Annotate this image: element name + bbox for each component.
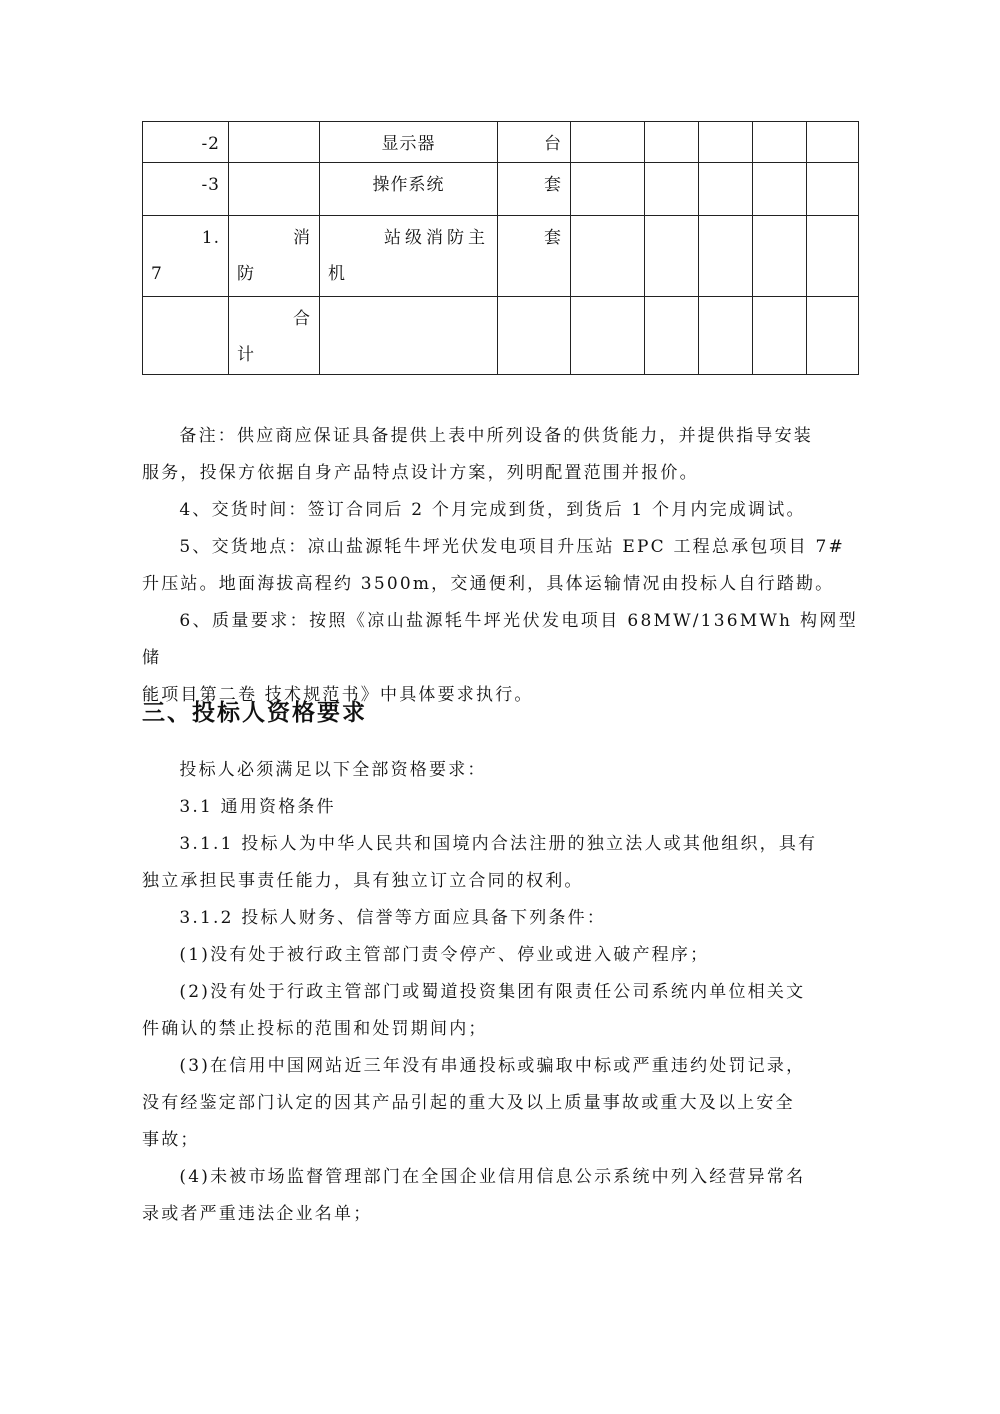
general-qualification-heading: 3.1 通用资格条件 [179, 797, 336, 817]
delivery-location-line2: 升压站。地面海拔高程约 3500m，交通便利，具体运输情况由投标人自行踏勘。 [142, 574, 835, 594]
row-category [229, 122, 319, 132]
empty-cell [807, 122, 859, 163]
empty-cell [645, 163, 699, 216]
condition-3-line3: 事故； [142, 1130, 200, 1150]
condition-3-line1: (3)在信用中国网站近三年没有串通投标或骗取中标或严重违约处罚记录， [179, 1056, 806, 1076]
empty-cell [699, 163, 753, 216]
empty-cell [699, 216, 753, 297]
delivery-time-text: 4、交货时间：签订合同后 2 个月完成到货，到货后 1 个月内完成调试。 [179, 500, 806, 520]
note-line1: 备注：供应商应保证具备提供上表中所列设备的供货能力，并提供指导安装 [179, 426, 813, 446]
table-row [143, 122, 859, 163]
condition-3-line2: 没有经鉴定部门认定的因其产品引起的重大及以上质量事故或重大及以上安全 [142, 1093, 795, 1113]
equipment-table [142, 121, 859, 375]
empty-cell [753, 163, 807, 216]
empty-cell [645, 122, 699, 163]
row-equipment-name: 操作系统 [372, 175, 445, 195]
row-number [143, 297, 228, 307]
quality-requirement-line2: 能项目第二卷 技术规范书》中具体要求执行。 [142, 685, 534, 705]
empty-cell [807, 297, 859, 375]
row-number: -3 [201, 175, 220, 195]
condition-2-line2: 件确认的禁止投标的范围和处罚期间内； [142, 1019, 488, 1039]
empty-cell [571, 216, 645, 297]
table-row [143, 297, 859, 375]
section-heading: 三、投标人资格要求 [142, 700, 367, 726]
empty-cell [699, 297, 753, 375]
row-equipment-name-line2: 机 [328, 264, 346, 284]
row-number-line2: 7 [151, 264, 163, 284]
delivery-location-paragraph [142, 529, 858, 566]
total-label-line2: 计 [237, 345, 255, 365]
empty-cell [807, 163, 859, 216]
table-row [143, 163, 859, 216]
row-unit: 套 [544, 175, 562, 195]
condition-4-line2: 录或者严重违法企业名单； [142, 1204, 373, 1224]
empty-cell [571, 297, 645, 375]
row-equipment-name [320, 216, 497, 286]
empty-cell [699, 122, 753, 163]
quality-requirement-line1: 6、质量要求：按照《凉山盐源牦牛坪光伏发电项目 68MW/136MWh 构网型储 [142, 611, 858, 668]
note-line2: 服务，投保方依据自身产品特点设计方案，列明配置范围并报价。 [142, 463, 699, 483]
empty-cell [753, 122, 807, 163]
empty-cell [753, 297, 807, 375]
row-category [229, 163, 319, 173]
quality-requirement-paragraph [142, 603, 858, 677]
table-row [143, 216, 859, 297]
empty-cell [571, 163, 645, 216]
row-number-line1: 1. [201, 228, 220, 248]
empty-cell [571, 122, 645, 163]
qualifications-intro: 投标人必须满足以下全部资格要求： [179, 760, 487, 780]
empty-cell [807, 216, 859, 297]
notes-section [142, 418, 858, 714]
row-number [143, 216, 228, 286]
row-equipment-name-line1: 站级消防主 [384, 228, 489, 248]
row-number: -2 [201, 134, 220, 154]
row-category-line2: 防 [237, 264, 255, 284]
empty-cell [753, 216, 807, 297]
delivery-time-paragraph [142, 492, 858, 529]
total-label [229, 297, 319, 367]
row-category [229, 216, 319, 286]
clause-3-1-1-line1: 3.1.1 投标人为中华人民共和国境内合法注册的独立法人或其他组织，具有 [179, 834, 818, 854]
clause-3-1-1-line2: 独立承担民事责任能力，具有独立订立合同的权利。 [142, 871, 584, 891]
condition-1: (1)没有处于被行政主管部门责令停产、停业或进入破产程序； [179, 945, 710, 965]
empty-cell [645, 297, 699, 375]
note-paragraph [142, 418, 858, 455]
row-equipment-name [320, 297, 497, 307]
clause-3-1-2: 3.1.2 投标人财务、信誉等方面应具备下列条件： [179, 908, 607, 928]
row-equipment-name: 显示器 [381, 134, 436, 154]
total-label-line1: 合 [293, 309, 311, 329]
row-unit [498, 297, 570, 307]
condition-4-line1: (4)未被市场监督管理部门在全国企业信用信息公示系统中列入经营异常名 [179, 1167, 806, 1187]
delivery-location-line1: 5、交货地点：凉山盐源牦牛坪光伏发电项目升压站 EPC 工程总承包项目 7# [179, 537, 845, 557]
qualifications-section [142, 752, 858, 1233]
row-category-line1: 消 [293, 228, 311, 248]
row-unit: 台 [544, 134, 562, 154]
row-unit: 套 [544, 228, 562, 248]
empty-cell [645, 216, 699, 297]
condition-2-line1: (2)没有处于行政主管部门或蜀道投资集团有限责任公司系统内单位相关文 [179, 982, 806, 1002]
